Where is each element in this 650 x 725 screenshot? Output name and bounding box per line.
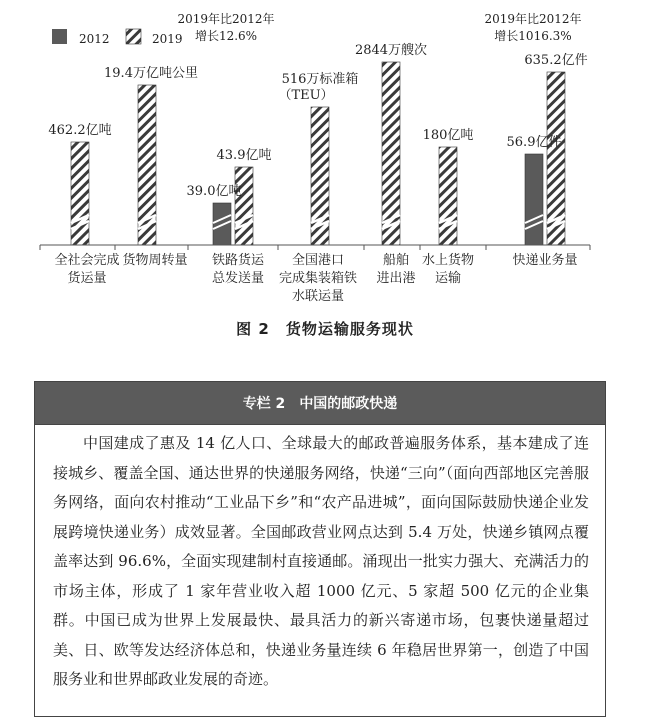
box-header xyxy=(35,382,605,425)
bar-2012 xyxy=(525,154,543,245)
growth-annotation: 2019年比2012年 xyxy=(177,12,275,26)
value-label-2019: 180亿吨 xyxy=(422,128,474,143)
category-label: 货运量 xyxy=(67,271,107,286)
category-label: 水联运量 xyxy=(291,289,345,304)
value-label-2019: 635.2亿件 xyxy=(524,53,588,68)
category-label: 水上货物 xyxy=(421,253,475,268)
value-sublabel: （TEU） xyxy=(278,88,334,103)
category-label: 货物周转量 xyxy=(122,253,188,268)
legend-label-2019: 2019 xyxy=(152,32,183,46)
box-label: 专栏 2 xyxy=(242,396,286,412)
bar-2019 xyxy=(439,147,457,245)
category-label: 铁路货运 xyxy=(211,253,265,268)
box-paragraph: 中国建成了惠及 14 亿人口、全球最大的邮政普遍服务体系，基本建成了连接城乡、覆盖全国、通达世界的快递服务网络，快递“三向”（面向西部地区完善服务网络，面向农村推动“工业品下乡”和“农产品进城”，面向国际鼓励快递企业发展跨境快递业务）成效显著。全国邮政营业网点达到 5.4 万处，快递乡镇网点覆盖率达到 96.6%，全面实现建制村直接通邮。涌现出一批实力强大、充满活力的市场主体，形成了 1 家年营业收入超 1000 亿元、5 家超 500 亿元的企业集群。中国已成为世界上发展最快、最具活力的新兴寄递市场，包裹快递量超过美、日、欧等发达经济体总和，快递业务量连续 6 年稳居世界第一，创造了中国服务业和世界邮政业发展的奇迹。 xyxy=(53,434,589,688)
legend-label-2012: 2012 xyxy=(79,32,110,46)
category-label: 总发送量 xyxy=(211,271,265,286)
value-label-2019: 462.2亿吨 xyxy=(48,123,112,138)
value-label-2019: 19.4万亿吨公里 xyxy=(104,66,198,81)
category-label: 船舶 xyxy=(382,253,410,268)
chart-category-labels xyxy=(54,252,577,304)
freight-chart xyxy=(0,0,650,312)
category-label: 快递业务量 xyxy=(512,253,578,268)
growth-annotation: 增长12.6% xyxy=(194,29,258,43)
figure-caption: 图 2 货物运输服务现状 xyxy=(236,320,414,338)
bar-2019 xyxy=(235,167,253,245)
bar-2019 xyxy=(71,142,89,245)
value-label-2012: 56.9亿件 xyxy=(506,135,562,150)
category-label: 全国港口 xyxy=(291,253,345,268)
box-body xyxy=(35,425,605,695)
value-label-2012: 39.0亿吨 xyxy=(186,184,242,199)
category-label: 完成集装箱铁 xyxy=(278,271,358,286)
legend-swatch-2012 xyxy=(52,29,67,44)
category-label: 进出港 xyxy=(376,271,416,286)
value-label-2019: 516万标准箱 xyxy=(281,72,359,87)
category-label: 运输 xyxy=(434,271,462,286)
legend-swatch-2019 xyxy=(126,29,141,44)
chart-legend xyxy=(52,29,183,46)
growth-annotation: 2019年比2012年 xyxy=(484,12,582,26)
category-label: 全社会完成 xyxy=(54,253,120,268)
value-label-2019: 43.9亿吨 xyxy=(216,148,272,163)
value-label-2019: 2844万艘次 xyxy=(354,43,428,58)
chart-annotations xyxy=(177,11,581,43)
column-box xyxy=(34,381,606,717)
growth-annotation: 增长1016.3% xyxy=(494,29,572,43)
box-title: 中国的邮政快递 xyxy=(299,396,398,412)
